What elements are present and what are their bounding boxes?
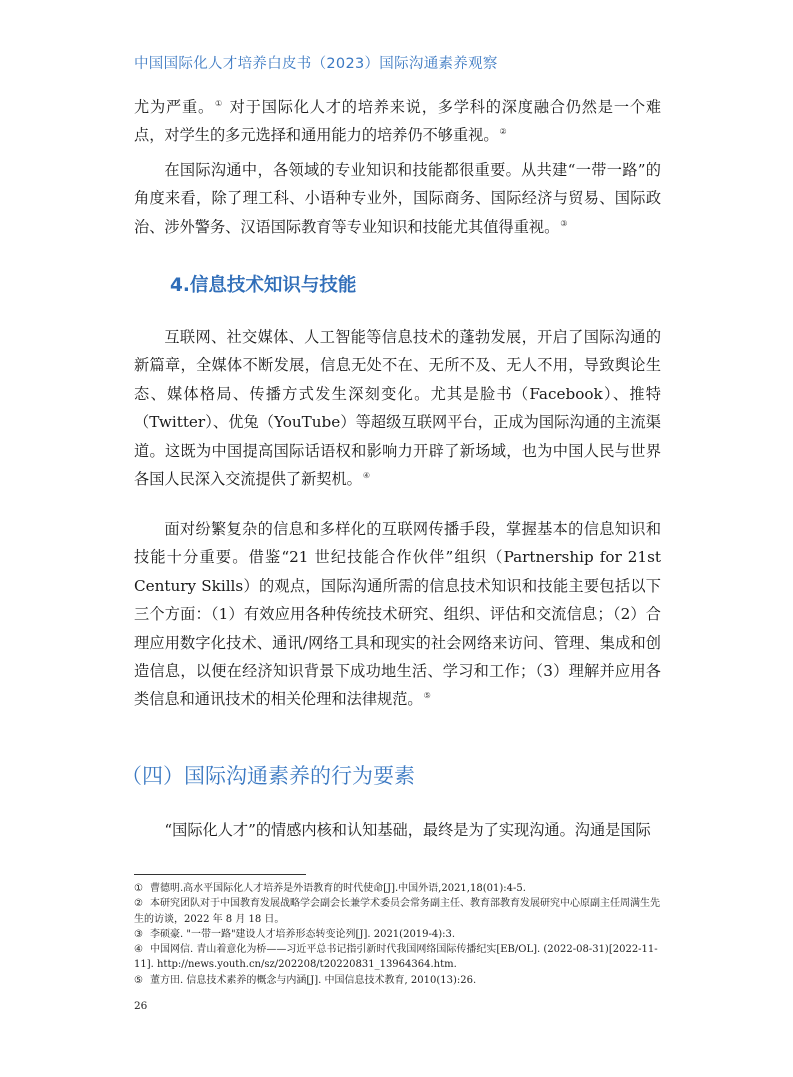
footnote-mark: ② xyxy=(134,898,143,910)
footnote-mark: ① xyxy=(134,883,143,894)
section-heading: （四）国际沟通素养的行为要素 xyxy=(121,764,415,788)
paragraph-text: 在国际沟通中，各领域的专业知识和技能都很重要。从共建“一带一路”的角度来看，除了理工科、小语种专业外，国际商务、国际经济与贸易、国际政治、涉外警务、汉语国际教育等专业知识和技能尤其值得重视。 xyxy=(134,161,661,236)
footnote-mark: ⑤ xyxy=(134,974,143,986)
footnote-item xyxy=(134,973,661,988)
footnote-text: 董方田. 信息技术素养的概念与内涵[J]. 中国信息技术教育, 2010(13):26. xyxy=(150,974,477,986)
footnote-ref-1[interactable]: ① xyxy=(215,99,224,108)
paragraph-text: “国际化人才”的情感内核和认知基础，最终是为了实现沟通。沟通是国际 xyxy=(164,821,651,839)
footnote-mark: ③ xyxy=(134,928,143,940)
footnote-text: 本研究团队对于中国教育发展战略学会副会长兼学术委员会常务副主任、教育部教育发展研究中心原副主任周满生先生的访谈，2022 年 8 月 18 日。 xyxy=(134,898,660,925)
footnote-item xyxy=(134,881,661,896)
footnote-item xyxy=(134,896,661,927)
paragraph-behavior-elements xyxy=(134,816,661,844)
page-number: 26 xyxy=(134,1000,148,1012)
footnote-text: 曹德明.高水平国际化人才培养是外语教育的时代使命[J].中国外语,2021,18(01):4-5. xyxy=(150,883,526,894)
footnote-text: 李硕豪. "一带一路"建设人才培养形态转变论列[J]. 2021(2019-4):3. xyxy=(150,928,456,940)
paragraph-internet-development xyxy=(134,323,661,493)
footnote-ref-3[interactable]: ③ xyxy=(560,218,568,228)
footnote-list xyxy=(134,881,661,988)
paragraph-information-skills xyxy=(134,515,661,714)
paragraph-text: 对于国际化人才的培养来说，多学科的深度融合仍然是一个难点，对学生的多元选择和通用能力的培养仍不够重视。 xyxy=(134,98,662,145)
paragraph-continuation xyxy=(134,93,661,150)
footnote-mark: ④ xyxy=(134,944,143,956)
paragraph-professional-knowledge xyxy=(134,156,661,241)
footnote-ref-5[interactable]: ⑤ xyxy=(423,691,431,701)
footnote-item xyxy=(134,927,661,942)
footnote-ref-2[interactable]: ② xyxy=(499,127,507,137)
footnote-text: 中国网信. 青山着意化为桥——习近平总书记指引新时代我国网络国际传播纪实[EB/OL]. (2022-08-31)[2022-11-11]. http://news.youth.cn/sz/202208/t20220831_13964364.htm. xyxy=(134,944,658,971)
footnote-divider xyxy=(134,874,306,875)
subsection-heading: 4.信息技术知识与技能 xyxy=(170,275,357,296)
running-header-title: 中国国际化人才培养白皮书（2023）国际沟通素养观察 xyxy=(134,56,498,72)
footnote-ref-4[interactable]: ④ xyxy=(362,471,370,481)
paragraph-text: 尤为严重。 xyxy=(134,98,215,116)
paragraph-text: 面对纷繁复杂的信息和多样化的互联网传播手段，掌握基本的信息知识和技能十分重要。借鉴“21 世纪技能合作伙伴”组织（Partnership for 21st Century Skills）的观点，国际沟通所需的信息技术知识和技能主要包括以下三个方面：（1）有效应用各种传统技术研究、组织、评估和交流信息；（2）合理应用数字化技术、通讯/网络工具和现实的社会网络来访问、管理、集成和创造信息，以便在经济知识背景下成功地生活、学习和工作；（3）理解并应用各类信息和通讯技术的相关伦理和法律规范。 xyxy=(134,520,661,709)
footnote-item xyxy=(134,942,661,973)
paragraph-text: 互联网、社交媒体、人工智能等信息技术的蓬勃发展，开启了国际沟通的新篇章，全媒体不断发展，信息无处不在、无所不及、无人不用，导致舆论生态、媒体格局、传播方式发生深刻变化。尤其是脸书（Facebook）、推特（Twitter）、优兔（YouTube）等超级互联网平台，正成为国际沟通的主流渠道。这既为中国提高国际话语权和影响力开辟了新场域，也为中国人民与世界各国人民深入交流提供了新契机。 xyxy=(134,328,661,489)
